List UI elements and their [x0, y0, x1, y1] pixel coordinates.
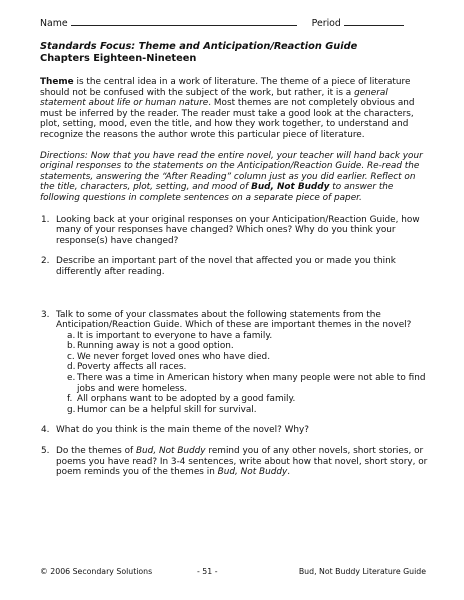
statement-label: f.	[67, 394, 73, 405]
question-number: 1.	[41, 214, 50, 225]
period-blank	[344, 17, 404, 26]
page-number: - 51 -	[197, 567, 218, 576]
period-label: Period	[311, 18, 341, 29]
statement-text: There was a time in American history when many people were not able to find jobs and were homeless.	[77, 373, 426, 394]
statement-text: All orphans want to be adopted by a good family.	[77, 394, 296, 405]
question-2	[41, 256, 428, 277]
question-number: 3.	[41, 309, 50, 320]
statement-text: It is important to everyone to have a family.	[77, 330, 273, 341]
question-text-2: remind you of any other novels, short stories, or poems you have read? In 3-4 sentences, write about how that novel, short story, or poem reminds you of the themes in	[56, 446, 428, 478]
chapter-subtitle: Chapters Eighteen-Nineteen	[40, 53, 197, 64]
name-blank	[71, 17, 297, 26]
statement-label: g.	[67, 404, 76, 415]
theme-term: Theme	[40, 77, 74, 87]
book-title: Bud, Not Buddy	[135, 446, 206, 457]
statement-text: Humor can be a helpful skill for survival.	[77, 404, 257, 415]
question-text: What do you think is the main theme of the novel? Why?	[56, 425, 309, 436]
statement-b	[67, 341, 428, 352]
theme-italic: general statement about life or human nature	[40, 87, 388, 109]
statement-f	[67, 394, 428, 405]
statement-text: Poverty affects all races.	[77, 362, 187, 373]
question-1	[41, 214, 428, 247]
question-5	[41, 446, 428, 478]
guide-title: Bud, Not Buddy Literature Guide	[298, 567, 426, 576]
directions-text-2: to answer the following questions in complete sentences on a separate piece of paper.	[40, 182, 394, 203]
statement-d	[67, 362, 428, 373]
page-title: Standards Focus: Theme and Anticipation/Reaction Guide	[40, 41, 358, 52]
statement-e	[67, 373, 428, 394]
statement-g	[67, 405, 428, 416]
question-text: Describe an important part of the novel that affected you or made you think differently after reading.	[56, 256, 396, 277]
statement-text: We never forget loved ones who have died.	[77, 351, 271, 362]
question-number: 2.	[41, 256, 50, 267]
copyright: © 2006 Secondary Solutions	[40, 567, 153, 576]
question-number: 5.	[41, 446, 50, 457]
statement-label: d.	[67, 362, 76, 373]
question-list	[40, 215, 428, 478]
question-text: Talk to some of your classmates about the following statements from the Anticipation/Reaction Guide. Which of these are important themes in the novel?	[56, 309, 412, 331]
question-text-1: Do the themes of	[56, 446, 136, 457]
statement-c	[67, 352, 428, 363]
directions-book-title: Bud, Not Buddy	[251, 182, 330, 193]
statement-list	[56, 331, 428, 416]
question-3	[41, 309, 428, 416]
question-text: Looking back at your original responses on your Anticipation/Reaction Guide, how many of your responses have changed? Which ones? Why do you think your response(s) have changed?	[56, 214, 420, 246]
question-text-3: .	[287, 467, 291, 478]
statement-label: c.	[67, 351, 75, 362]
main-content	[40, 41, 428, 488]
book-title: Bud, Not Buddy	[217, 467, 288, 478]
directions	[40, 151, 428, 204]
theme-text-1: is the central idea in a work of literature. The theme of a piece of literature should not be confused with the subject of the work, but rather, it is a	[40, 77, 411, 98]
header-row	[40, 17, 424, 29]
statement-text: Running away is not a good option.	[77, 341, 234, 352]
theme-definition	[40, 77, 428, 141]
statement-label: b.	[67, 341, 76, 352]
statement-label: e.	[67, 373, 76, 384]
statement-a	[67, 331, 428, 342]
statement-label: a.	[67, 330, 76, 341]
question-number: 4.	[41, 425, 50, 436]
directions-text-1: Directions: Now that you have read the entire novel, your teacher will hand back your original responses to the statements on the Anticipation/Reaction Guide. Re-read the statements, answering the “After Reading” column just as you did earlier. Reflect on the title, characters, plot, setting, and mood of	[40, 150, 423, 193]
theme-text-2: . Most themes are not completely obvious and must be inferred by the reader. The reader must take a good look at the characters, plot, setting, mood, even the title, and how they work together, to understand and recognize the reasons the author wrote this particular piece of literature.	[40, 98, 415, 140]
question-4	[41, 425, 428, 436]
name-label: Name	[40, 18, 68, 29]
